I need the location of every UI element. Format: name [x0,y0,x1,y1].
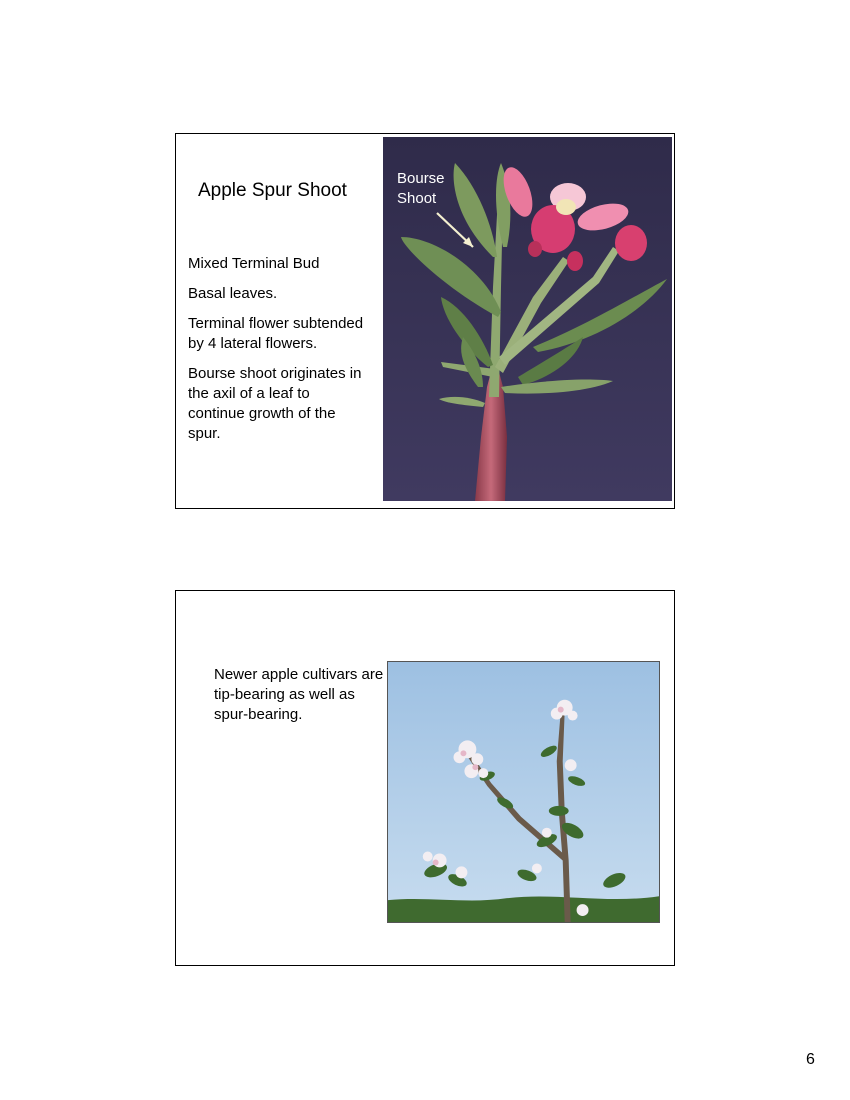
slide-2 [175,590,675,966]
bullet-item: Terminal flower subtended by 4 lateral flowers. [188,315,364,352]
bourse-label-line1: Bourse [397,170,445,187]
bullet-item: Bourse shoot originates in the axil of a leaf to continue growth of the spur. [188,365,362,442]
bourse-label-line2: Shoot [397,190,437,207]
slide-body-text: Newer apple cultivars are tip-bearing as well as spur-bearing. [214,666,384,723]
tip-bearing-apple-photo [387,661,660,923]
bullet-list [188,254,370,454]
apple-spur-photo [383,137,672,501]
bourse-shoot-label [397,169,445,209]
bullet-item: Mixed Terminal Bud [188,255,320,272]
page-number: 6 [806,1051,815,1068]
tip-bearing-illustration [388,662,659,922]
slide-title: Apple Spur Shoot [198,180,347,201]
bullet-item: Basal leaves. [188,285,278,302]
slide-1 [175,133,675,509]
